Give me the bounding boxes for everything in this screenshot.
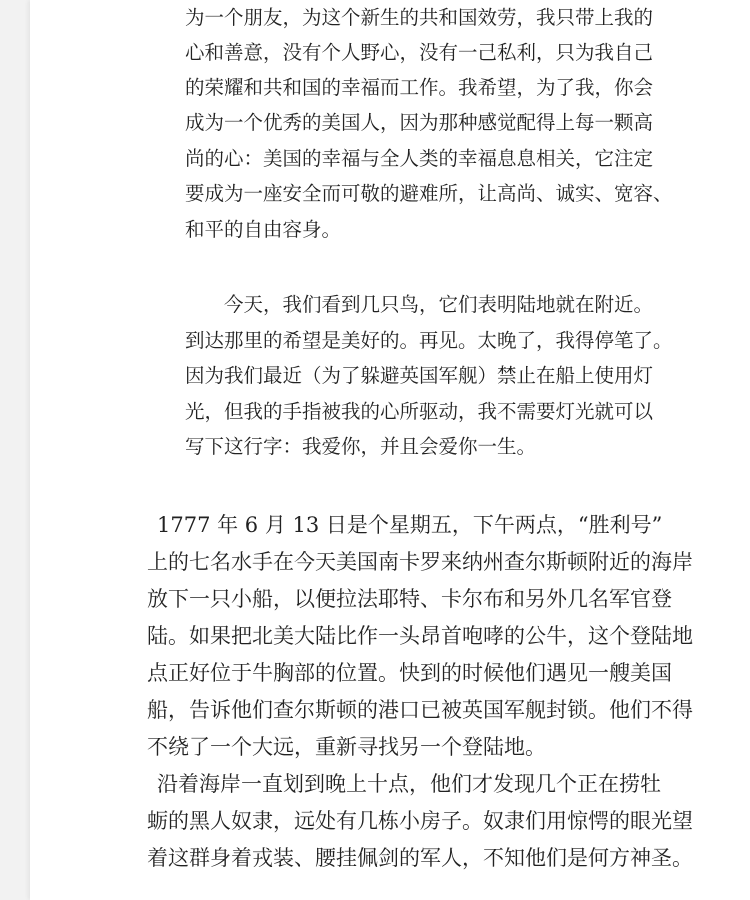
text-line: 上的七名水手在今天美国南卡罗来纳州查尔斯顿附近的海岸 bbox=[147, 550, 693, 574]
text-line: 1777 年 6 月 13 日是个星期五，下午两点，“胜利号” bbox=[157, 513, 663, 537]
book-page bbox=[30, 0, 750, 900]
text-line: 点正好位于牛胸部的位置。快到的时候他们遇见一艘美国 bbox=[147, 661, 672, 685]
text-line: 陆。如果把北美大陆比作一头昂首咆哮的公牛，这个登陆地 bbox=[147, 624, 693, 648]
text-line: 因为我们最近（为了躲避英国军舰）禁止在船上使用灯 bbox=[185, 364, 654, 387]
text-line: 放下一只小船，以便拉法耶特、卡尔布和另外几名军官登 bbox=[147, 587, 672, 611]
text-line: 写下这行字：我爱你，并且会爱你一生。 bbox=[185, 435, 537, 458]
text-line: 和平的自由容身。 bbox=[185, 218, 342, 241]
text-line: 要成为一座安全而可敬的避难所，让高尚、诚实、宽容、 bbox=[185, 182, 673, 205]
text-line: 今天，我们看到几只鸟，它们表明陆地就在附近。 bbox=[224, 293, 654, 316]
text-line: 到达那里的希望是美好的。再见。太晚了，我得停笔了。 bbox=[185, 329, 673, 352]
text-line: 的荣耀和共和国的幸福而工作。我希望，为了我，你会 bbox=[185, 76, 654, 99]
text-line: 尚的心：美国的幸福与全人类的幸福息息相关，它注定 bbox=[185, 147, 654, 170]
text-line: 沿着海岸一直划到晚上十点，他们才发现几个正在捞牡 bbox=[157, 772, 661, 796]
text-line: 光，但我的手指被我的心所驱动，我不需要灯光就可以 bbox=[185, 400, 654, 423]
text-line: 着这群身着戎装、腰挂佩剑的军人，不知他们是何方神圣。 bbox=[147, 846, 693, 870]
text-line: 心和善意，没有个人野心，没有一己私利，只为我自己 bbox=[185, 41, 654, 64]
text-line: 为一个朋友，为这个新生的共和国效劳，我只带上我的 bbox=[185, 6, 654, 29]
text-line: 船，告诉他们查尔斯顿的港口已被英国军舰封锁。他们不得 bbox=[147, 698, 693, 722]
text-line: 不绕了一个大远，重新寻找另一个登陆地。 bbox=[147, 735, 546, 759]
text-line: 成为一个优秀的美国人，因为那种感觉配得上每一颗高 bbox=[185, 111, 654, 134]
text-line: 蛎的黑人奴隶，远处有几栋小房子。奴隶们用惊愕的眼光望 bbox=[147, 809, 693, 833]
